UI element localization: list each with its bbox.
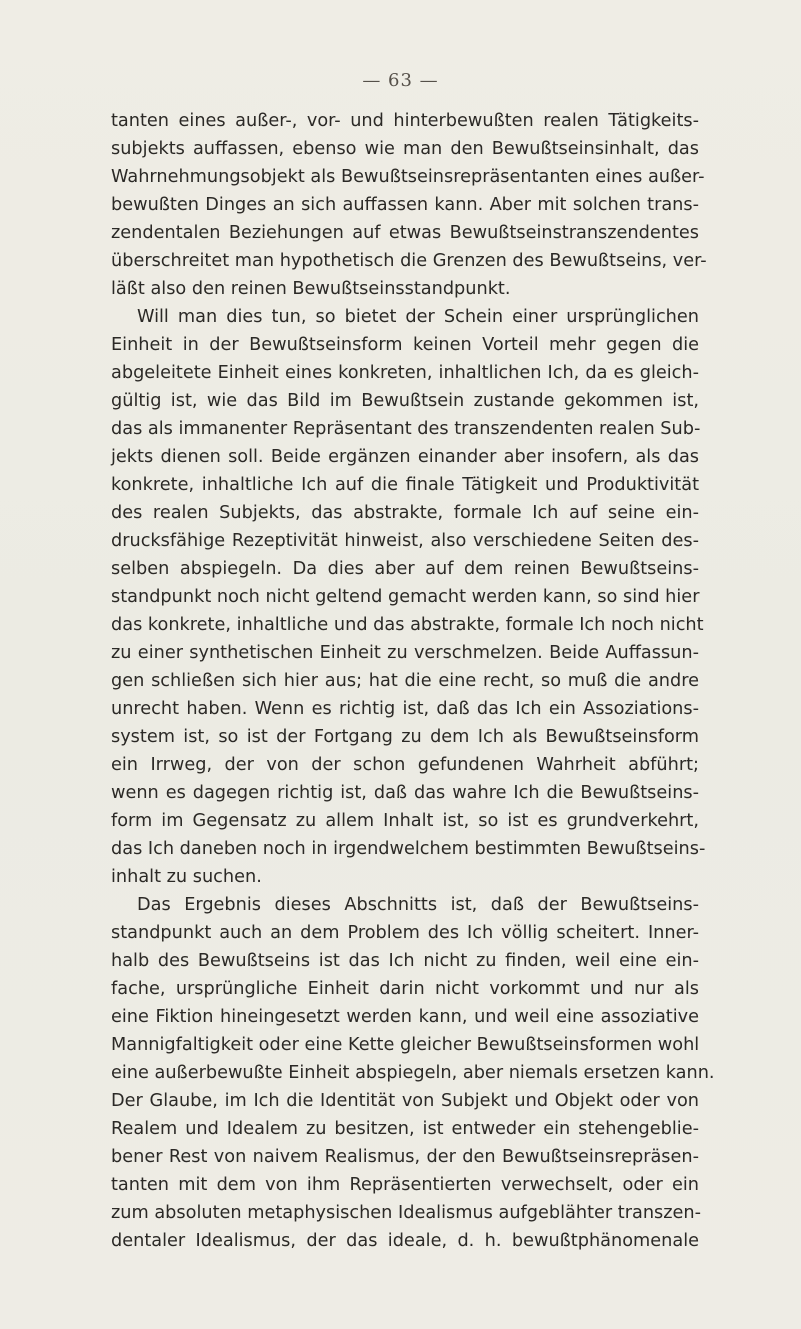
text-line: das konkrete, inhaltliche und das abstrakte, formale Ich noch nicht — [111, 615, 704, 635]
text-line: Will man dies tun, so bietet der Schein einer ursprünglichen — [137, 307, 699, 327]
page-number: — 63 — — [362, 70, 439, 91]
text-line: fache, ursprüngliche Einheit darin nicht vorkommt und nur als — [111, 979, 699, 999]
text-line: tanten eines außer-, vor- und hinterbewußten realen Tätigkeits- — [111, 111, 699, 131]
text-line: Einheit in der Bewußtseinsform keinen Vorteil mehr gegen die — [111, 335, 699, 355]
body-text — [111, 107, 715, 1255]
text-line: halb des Bewußtseins ist das Ich nicht zu finden, weil eine ein- — [111, 951, 699, 971]
text-line: drucksfähige Rezeptivität hinweist, also verschiedene Seiten des- — [111, 531, 699, 551]
text-line: eine außerbewußte Einheit abspiegeln, aber niemals ersetzen kann. — [111, 1063, 715, 1083]
text-line: subjekts auffassen, ebenso wie man den Bewußtseinsinhalt, das — [111, 139, 699, 159]
text-line: Das Ergebnis dieses Abschnitts ist, daß der Bewußtseins- — [137, 895, 699, 915]
text-line: Realem und Idealem zu besitzen, ist entweder ein stehengeblie- — [111, 1119, 699, 1139]
text-line: jekts dienen soll. Beide ergänzen einander aber insofern, als das — [111, 447, 699, 467]
text-line: zu einer synthetischen Einheit zu verschmelzen. Beide Auffassun- — [111, 643, 699, 663]
text-line: eine Fiktion hineingesetzt werden kann, und weil eine assoziative — [111, 1007, 699, 1027]
text-line: inhalt zu suchen. — [111, 867, 262, 887]
text-line: überschreitet man hypothetisch die Grenzen des Bewußtseins, ver- — [111, 251, 707, 271]
text-line: Mannigfaltigkeit oder eine Kette gleicher Bewußtseinsformen wohl — [111, 1035, 700, 1055]
text-line: Der Glaube, im Ich die Identität von Subjekt und Objekt oder von — [111, 1091, 699, 1111]
text-line: bewußten Dinges an sich auffassen kann. Aber mit solchen trans- — [111, 195, 699, 215]
text-line: läßt also den reinen Bewußtseinsstandpunkt. — [111, 279, 511, 299]
text-line: standpunkt auch an dem Problem des Ich völlig scheitert. Inner- — [111, 923, 699, 943]
text-line: das Ich daneben noch in irgendwelchem bestimmten Bewußtseins- — [111, 839, 706, 859]
text-line: system ist, so ist der Fortgang zu dem Ich als Bewußtseinsform — [111, 727, 699, 747]
text-line: standpunkt noch nicht geltend gemacht werden kann, so sind hier — [111, 587, 700, 607]
text-line: das als immanenter Repräsentant des transzendenten realen Sub- — [111, 419, 701, 439]
text-line: des realen Subjekts, das abstrakte, formale Ich auf seine ein- — [111, 503, 699, 523]
text-line: zum absoluten metaphysischen Idealismus aufgeblähter transzen- — [111, 1203, 702, 1223]
text-line: bener Rest von naivem Realismus, der den Bewußtseinsrepräsen- — [111, 1147, 699, 1167]
text-line: abgeleitete Einheit eines konkreten, inhaltlichen Ich, da es gleich- — [111, 363, 699, 383]
text-line: wenn es dagegen richtig ist, daß das wahre Ich die Bewußtseins- — [111, 783, 699, 803]
text-line: konkrete, inhaltliche Ich auf die finale Tätigkeit und Produktivität — [111, 475, 699, 495]
text-line: ein Irrweg, der von der schon gefundenen Wahrheit abführt; — [111, 755, 699, 775]
text-line: tanten mit dem von ihm Repräsentierten verwechselt, oder ein — [111, 1175, 699, 1195]
text-line: gen schließen sich hier aus; hat die eine recht, so muß die andre — [111, 671, 699, 691]
text-line: gültig ist, wie das Bild im Bewußtsein zustande gekommen ist, — [111, 391, 699, 411]
text-line: zendentalen Beziehungen auf etwas Bewußtseinstranszendentes — [111, 223, 699, 243]
text-line: form im Gegensatz zu allem Inhalt ist, so ist es grundverkehrt, — [111, 811, 699, 831]
text-line: Wahrnehmungsobjekt als Bewußtseinsrepräsentanten eines außer- — [111, 167, 705, 187]
text-line: selben abspiegeln. Da dies aber auf dem reinen Bewußtseins- — [111, 559, 699, 579]
text-line: dentaler Idealismus, der das ideale, d. h. bewußtphänomenale — [111, 1231, 699, 1251]
text-line: unrecht haben. Wenn es richtig ist, daß das Ich ein Assoziations- — [111, 699, 699, 719]
